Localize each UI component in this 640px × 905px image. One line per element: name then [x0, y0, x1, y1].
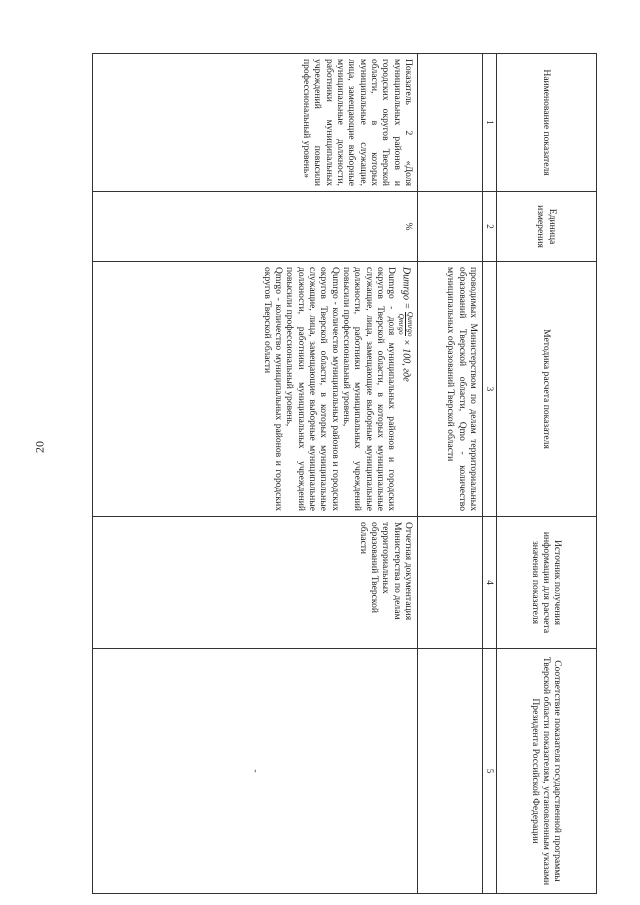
method-line-qumrgo: Qumrgo - количество муниципальных районов и городских округов Тверской области, в которых муниципальные служащие, лица, замещающие выборные муниципальные должности, работники муниципальных учреждений повысили профессиональный уровень, — [284, 267, 341, 511]
header-compliance: Соответствие показателя государственной программы Тверской области показателям, установленным указами Президента Российской Федерации — [497, 649, 597, 894]
col-number-5: 5 — [483, 649, 497, 894]
page-number: 20 — [32, 441, 47, 453]
method-line-qmrgo: Qmrgo - количество муниципальных районов и городских округов Тверской области — [261, 267, 285, 511]
formula-denominator: Qmrgo — [397, 313, 407, 335]
header-unit: Единица измерения — [497, 192, 597, 262]
formula-numerator: Qumrgo — [406, 311, 415, 337]
indicator-source: Отчетная документация Министерства по делам территориальных образований Тверской области — [93, 517, 418, 649]
formula — [397, 267, 414, 511]
column-number-row — [483, 54, 497, 894]
indicator-unit: % — [93, 192, 418, 262]
continuation-method-text: проводимых Министерством по делам территориальных образований Тверской области, Qmo - количество муниципальных образований Тверской области — [418, 262, 483, 517]
method-line-dumrgo: Dumrgo - доля муниципальных районов и городских округов Тверской области, в которых муниципальные служащие, лица, замещающие выборные муниципальные должности, работники муниципальных учреждений повысили профессиональный уровень, — [341, 267, 398, 511]
col-number-2: 2 — [483, 192, 497, 262]
continuation-row — [418, 54, 483, 894]
col-number-4: 4 — [483, 517, 497, 649]
indicator-compliance: - — [93, 649, 418, 894]
header-source: Источник получения информации для расчета значения показателя — [497, 517, 597, 649]
formula-lhs: Dumrgo = — [400, 267, 412, 310]
header-method: Методика расчета показателя — [497, 262, 597, 517]
indicator-row — [93, 54, 418, 894]
indicator-name: Показатель 2 «Доля муниципальных районов и городских округов Тверской области, в которых муниципальные служащие, лица, замещающие выборные муниципальные должности, работники муниципальных учреждений повысили профессиональный уровень» — [93, 54, 418, 192]
col-number-1: 1 — [483, 54, 497, 192]
formula-rhs: × 100, где — [400, 338, 412, 382]
indicator-method — [93, 262, 418, 517]
header-indicator-name: Наименование показателя — [497, 54, 597, 192]
indicator-table — [92, 53, 597, 894]
table-header-row — [497, 54, 597, 894]
col-number-3: 3 — [483, 262, 497, 517]
rotated-table-area — [92, 53, 597, 893]
formula-fraction — [397, 312, 414, 337]
